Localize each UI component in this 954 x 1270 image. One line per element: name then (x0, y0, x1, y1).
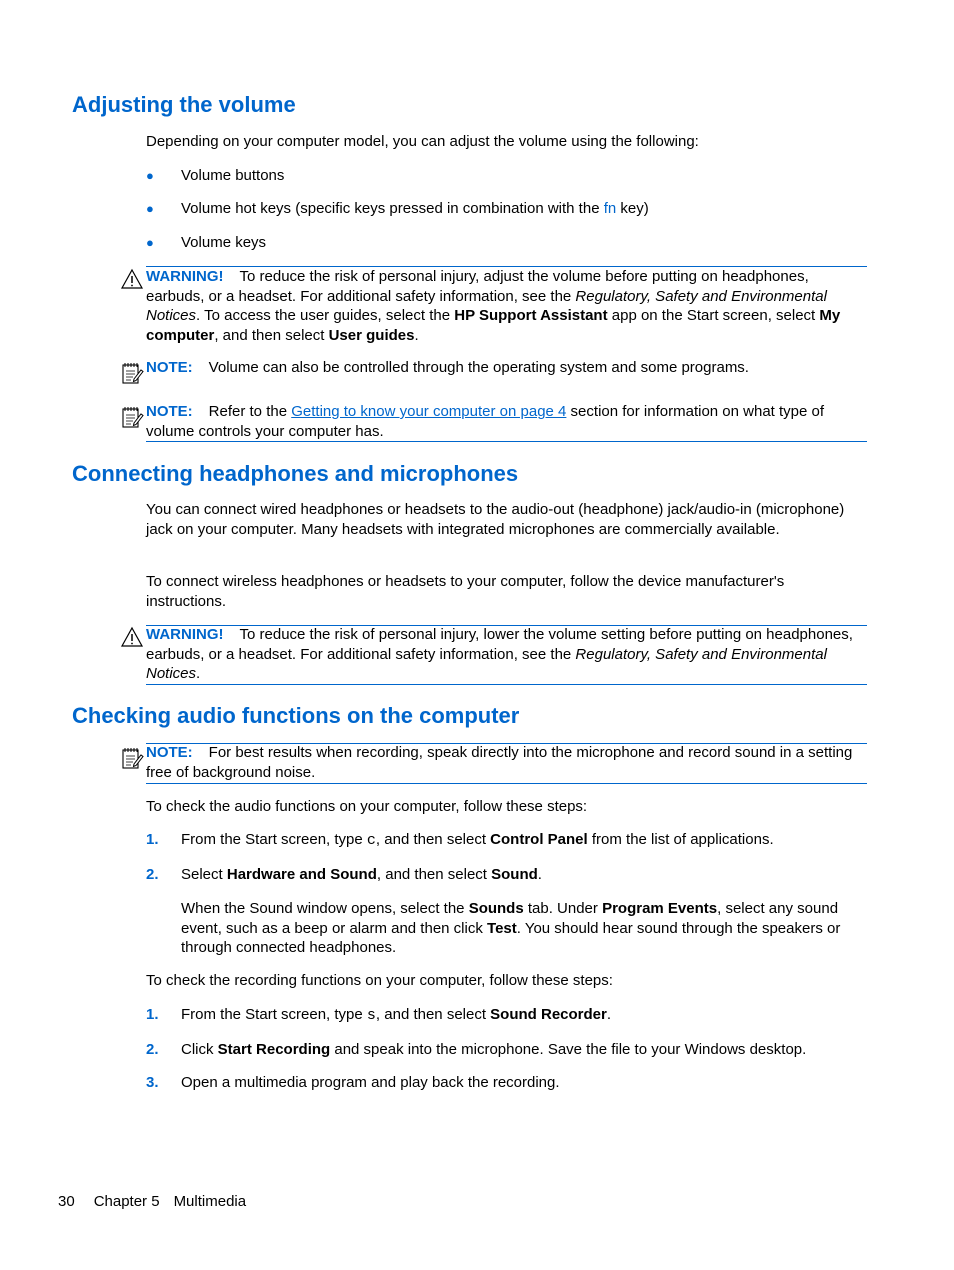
note-volume-controls: NOTE: Refer to the Getting to know your computer on page 4 section for information on what type of volume controls your computer has. (146, 403, 825, 440)
audio-step-1: From the Start screen, type c, and then select Control Panel from the list of applications. (181, 831, 774, 849)
heading-checking-audio: Checking audio functions on the computer (72, 703, 520, 728)
recording-step-1: From the Start screen, type s, and then select Sound Recorder. (181, 1006, 612, 1024)
note-volume-os: NOTE: Volume can also be controlled through the operating system and some programs. (146, 359, 749, 376)
bullet-marker: ● (146, 201, 154, 216)
warning-triangle-icon (120, 626, 144, 650)
warning-bottom-rule (146, 684, 867, 685)
recording-step-3: Open a multimedia program and play back the recording. (181, 1074, 560, 1091)
audio-steps-intro: To check the audio functions on your computer, follow these steps: (146, 798, 588, 815)
bullet-marker: ● (146, 168, 154, 183)
note-label: NOTE: (146, 359, 193, 376)
warning-label: WARNING! (146, 268, 224, 285)
step-number: 3. (146, 1074, 159, 1091)
paragraph-wireless-headphones: To connect wireless headphones or headsets to your computer, follow the device manufacturer's instructions. (146, 573, 785, 610)
warning-triangle-icon (120, 268, 144, 292)
step-number: 1. (146, 1006, 159, 1023)
step-number: 2. (146, 1041, 159, 1058)
chapter-title: Multimedia (173, 1193, 247, 1210)
note-pad-icon (120, 746, 144, 770)
audio-step-2: Select Hardware and Sound, and then select Sound. (181, 866, 542, 883)
warning-label: WARNING! (146, 626, 224, 643)
heading-adjusting-volume: Adjusting the volume (72, 92, 296, 117)
warning-lower-volume: WARNING! To reduce the risk of personal injury, lower the volume setting before putting on headphones, earbuds, or a headset. For additional safety information, see the Regulatory, Safety and Environmental Notices. (146, 626, 853, 682)
note-bottom-rule (146, 441, 867, 442)
bullet-marker: ● (146, 235, 154, 250)
note-best-recording: NOTE: For best results when recording, speak directly into the microphone and record sound in a setting free of background noise. (146, 744, 853, 781)
note-bottom-rule (146, 783, 867, 784)
intro-paragraph: Depending on your computer model, you can adjust the volume using the following: (146, 133, 699, 150)
note-pad-icon (120, 361, 144, 385)
fn-key-text: fn (603, 200, 617, 217)
bullet-volume-hot-keys: Volume hot keys (specific keys pressed in combination with the fn key) (181, 200, 649, 217)
page-footer (58, 1192, 246, 1212)
note-pad-icon (120, 405, 144, 429)
paragraph-wired-headphones: You can connect wired headphones or headsets to the audio-out (headphone) jack/audio-in (microphone) jack on your computer. Many headsets with integrated microphones are commercially available. (146, 501, 845, 538)
heading-connecting-headphones: Connecting headphones and microphones (72, 461, 519, 486)
recording-steps-intro: To check the recording functions on your computer, follow these steps: (146, 972, 613, 989)
note-label: NOTE: (146, 403, 193, 420)
recording-step-2: Click Start Recording and speak into the microphone. Save the file to your Windows desktop. (181, 1041, 807, 1058)
warning-volume-headphones: WARNING! To reduce the risk of personal injury, adjust the volume before putting on headphones, earbuds, or a headset. For additional safety information, see the Regulatory, Safety and Environmental Notices. To access the user guides, select the HP Support Assistant app on the Start screen, select My computer, and then select User guides. (146, 268, 841, 344)
bullet-volume-buttons: Volume buttons (181, 167, 285, 184)
page-number: 30 (58, 1193, 75, 1210)
bullet-volume-keys: Volume keys (181, 234, 267, 251)
sound-window-detail: When the Sound window opens, select the Sounds tab. Under Program Events, select any sound event, such as a beep or alarm and then click Test. You should hear sound through the speakers or through connected headphones. (181, 900, 841, 956)
chapter-label: Chapter 5 (93, 1193, 160, 1210)
note-label: NOTE: (146, 744, 193, 761)
step-number: 1. (146, 831, 159, 848)
getting-to-know-link[interactable]: Getting to know your computer on page 4 (291, 403, 567, 420)
step-number: 2. (146, 866, 159, 883)
